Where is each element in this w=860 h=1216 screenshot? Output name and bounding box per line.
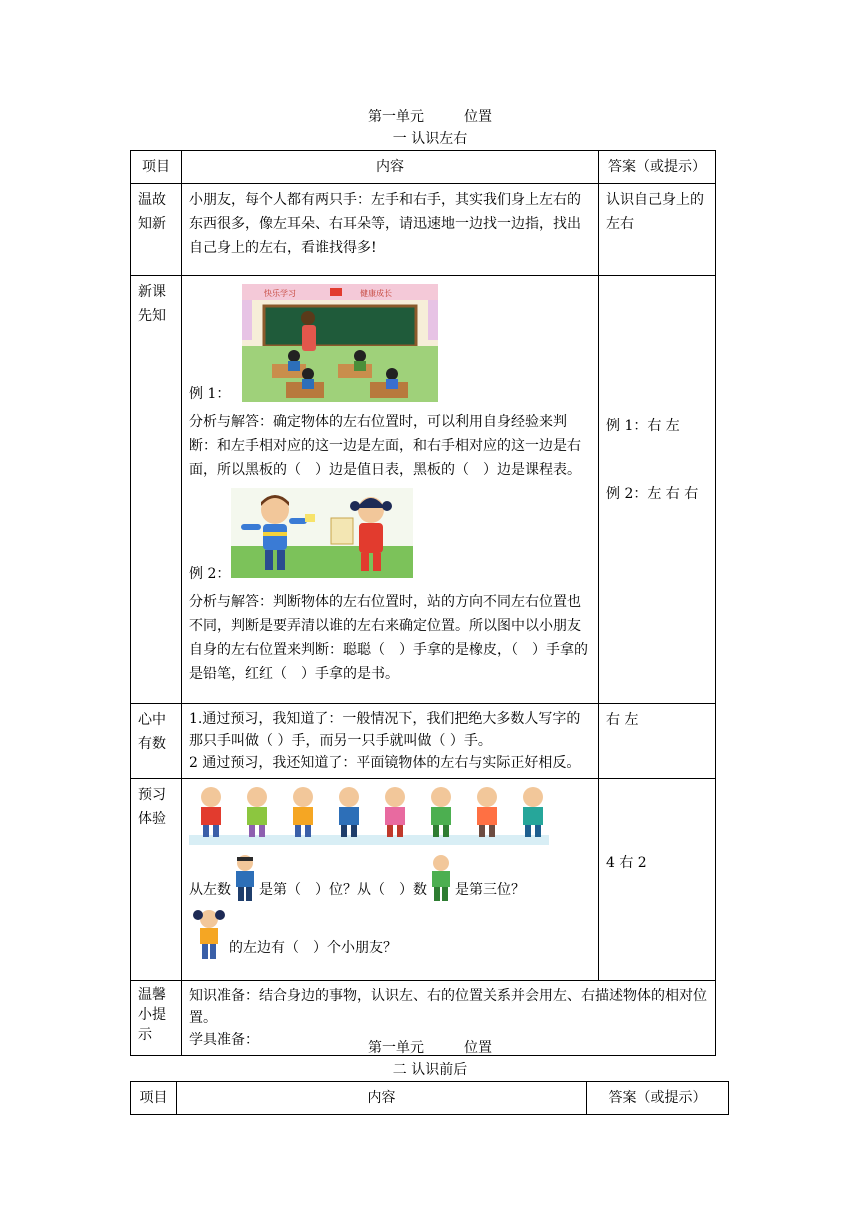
kid-3 bbox=[293, 787, 313, 837]
kid-5 bbox=[385, 787, 405, 837]
example2-analysis: 分析与解答：判断物体的左右位置时，站的方向不同左右位置也不同，判断是要弄清以谁的左右来确定位置。所以图中以小朋友自身的左右位置来判断：聪聪（ ）手拿的是橡皮，（ ）手拿的是铅笔，红红（ ）手拿的是书。 bbox=[189, 594, 588, 682]
kid-glasses-icon bbox=[231, 853, 259, 903]
kid-6 bbox=[431, 787, 451, 837]
banner-left-text: 快乐学习 bbox=[264, 289, 296, 298]
mind-answer: 右 左 bbox=[599, 704, 716, 779]
kid-2 bbox=[247, 787, 267, 837]
unit-label-2: 第一单元 bbox=[368, 1040, 424, 1056]
two-kids-image bbox=[231, 488, 413, 578]
unit-topic: 位置 bbox=[464, 109, 492, 125]
example1-label: 例 1： bbox=[189, 386, 231, 402]
row-label-practice: 预习体验 bbox=[131, 779, 182, 981]
kid-pigtails-icon bbox=[189, 907, 229, 961]
kid-4 bbox=[339, 787, 359, 837]
kid-green-icon bbox=[427, 853, 455, 903]
practice-question-2 bbox=[189, 907, 591, 961]
table-row-preview bbox=[131, 276, 716, 704]
example1-analysis: 分析与解答：确定物体的左右位置时，可以利用自身经验来判断：和左手相对应的这一边是左面，和右手相对应的这一边是右面，所以黑板的（ ）边是值日表，黑板的（ ）边是课程表。 bbox=[189, 414, 581, 478]
practice-answer-text: 4 右 2 bbox=[606, 855, 647, 871]
header2-item: 项目 bbox=[131, 1082, 177, 1115]
section2-subtitle: 二 认识前后 bbox=[392, 1062, 468, 1078]
unit-label: 第一单元 bbox=[368, 109, 424, 125]
table-row-review bbox=[131, 184, 716, 276]
practice-question-1 bbox=[189, 853, 591, 903]
classroom-image bbox=[242, 284, 438, 402]
header2-answer: 答案（或提示） bbox=[587, 1082, 729, 1115]
table-row-practice bbox=[131, 779, 716, 981]
example1-block bbox=[189, 280, 591, 406]
table-row-mind bbox=[131, 704, 716, 779]
unit-topic-2: 位置 bbox=[464, 1040, 492, 1056]
row-label-review: 温故知新 bbox=[131, 184, 182, 276]
review-content: 小朋友，每个人都有两只手：左手和右手，其实我们身上左右的东西很多，像左耳朵、右耳朵等，请迅速地一边找一边指，找出自己身上的左右，看谁找得多! bbox=[182, 184, 599, 276]
section1-subtitle: 一 认识左右 bbox=[392, 131, 468, 147]
preview-answers bbox=[599, 276, 716, 704]
mind-line2: 2 通过预习，我还知道了：平面镜物体的左右与实际正好相反。 bbox=[189, 755, 581, 771]
section2-title bbox=[0, 1038, 860, 1058]
q1-part-b: 是第（ ）位？从（ ）数 bbox=[259, 882, 427, 898]
table-header-row bbox=[131, 151, 716, 184]
example2-label: 例 2： bbox=[189, 566, 231, 582]
example2-block bbox=[189, 486, 591, 586]
header2-content: 内容 bbox=[177, 1082, 587, 1115]
kids-row-image bbox=[189, 783, 549, 845]
kid-8 bbox=[523, 787, 543, 837]
q1-part-a: 从左数 bbox=[189, 882, 231, 898]
lesson-table-2 bbox=[130, 1081, 729, 1115]
q1-part-c: 是第三位？ bbox=[455, 882, 525, 898]
tips-line1: 知识准备：结合身边的事物，认识左、右的位置关系并会用左、右描述物体的相对位置。 bbox=[189, 988, 707, 1026]
table2-header-row bbox=[131, 1082, 729, 1115]
review-answer: 认识自己身上的左右 bbox=[599, 184, 716, 276]
kid-1 bbox=[201, 787, 221, 837]
kid-7 bbox=[477, 787, 497, 837]
preview-content bbox=[182, 276, 599, 704]
tips-line2: 学具准备： bbox=[189, 1032, 259, 1048]
row-label-preview: 新课先知 bbox=[131, 276, 182, 704]
header-item: 项目 bbox=[131, 151, 182, 184]
q2-text: 的左边有（ ）个小朋友？ bbox=[229, 940, 397, 956]
mind-content bbox=[182, 704, 599, 779]
banner-right-text: 健康成长 bbox=[360, 289, 392, 298]
answer-example2: 例 2：左 右 右 bbox=[606, 486, 699, 502]
row-label-mind: 心中有数 bbox=[131, 704, 182, 779]
mind-line1: 1.通过预习，我知道了：一般情况下，我们把绝大多数人写字的那只手叫做（ ）手，而另一只手就叫做（ ）手。 bbox=[189, 711, 581, 749]
header-content: 内容 bbox=[182, 151, 599, 184]
practice-answer bbox=[599, 779, 716, 981]
header-answer: 答案（或提示） bbox=[599, 151, 716, 184]
answer-example1: 例 1：右 左 bbox=[606, 418, 680, 434]
lesson-table-1 bbox=[130, 150, 716, 1056]
row-label-tips: 温馨小提示 bbox=[131, 981, 182, 1056]
section1-title bbox=[0, 107, 860, 127]
practice-content bbox=[182, 779, 599, 981]
